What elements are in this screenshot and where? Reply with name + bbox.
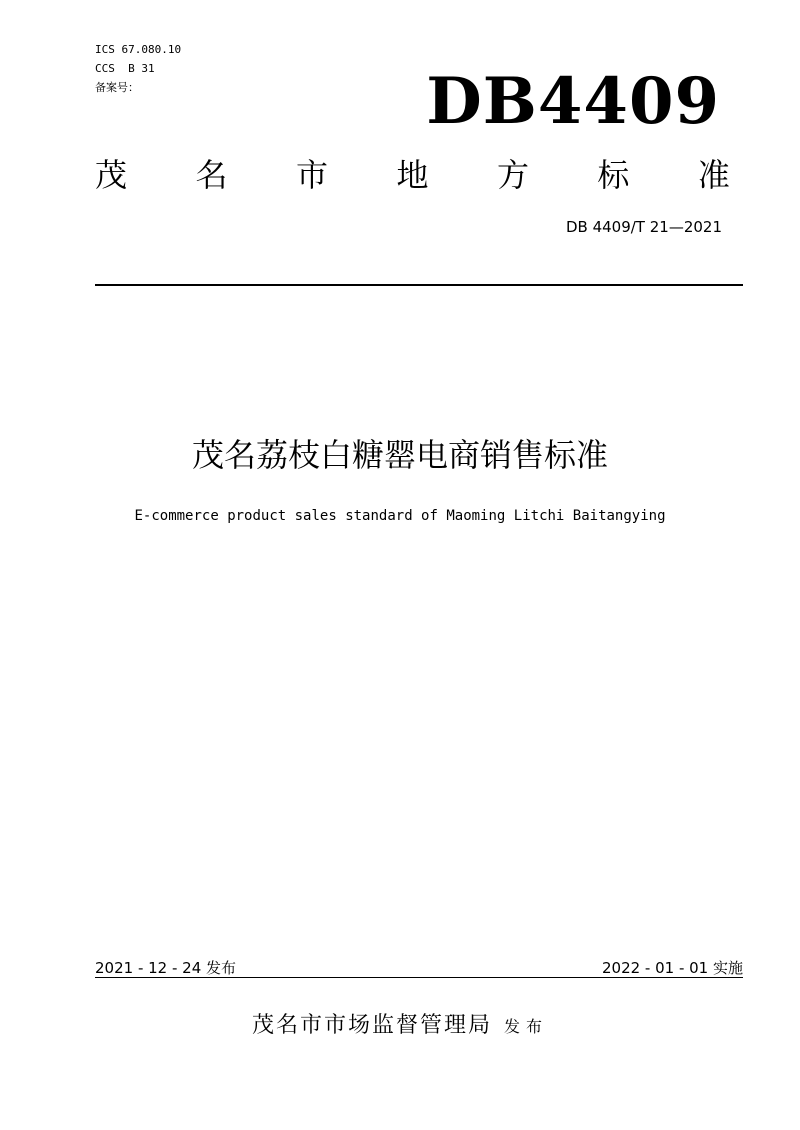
ccs-code: CCS B 31	[95, 62, 155, 75]
standard-code: DB4409	[426, 64, 720, 139]
standard-type-char: 地	[396, 156, 429, 194]
issue-date: 2021 - 12 - 24 发布	[95, 959, 237, 977]
standard-type-char: 准	[697, 156, 730, 194]
standard-type-title	[95, 150, 730, 200]
top-divider	[95, 284, 743, 286]
bottom-divider	[95, 977, 743, 978]
standard-type-char: 方	[496, 156, 529, 194]
implementation-date: 2022 - 01 - 01 实施	[601, 959, 743, 977]
issuer-name: 茂名市市场监督管理局	[251, 1013, 492, 1038]
standard-number: DB 4409/T 21—2021	[565, 218, 722, 236]
record-number: 备案号：	[95, 81, 139, 94]
document-title: 茂名荔枝白糖罂电商销售标准	[191, 436, 608, 474]
standard-type-char: 名	[195, 156, 228, 194]
header-meta	[95, 40, 181, 97]
standard-type-char: 茂	[95, 156, 128, 194]
standard-type-char: 市	[295, 156, 328, 194]
issuer-suffix: 发布	[504, 1017, 549, 1036]
document-subtitle-en: E-commerce product sales standard of Maoming Litchi Baitangying	[134, 508, 666, 524]
issuer	[0, 1008, 800, 1045]
ics-code: ICS 67.080.10	[95, 43, 182, 56]
standard-type-char: 标	[597, 156, 630, 194]
